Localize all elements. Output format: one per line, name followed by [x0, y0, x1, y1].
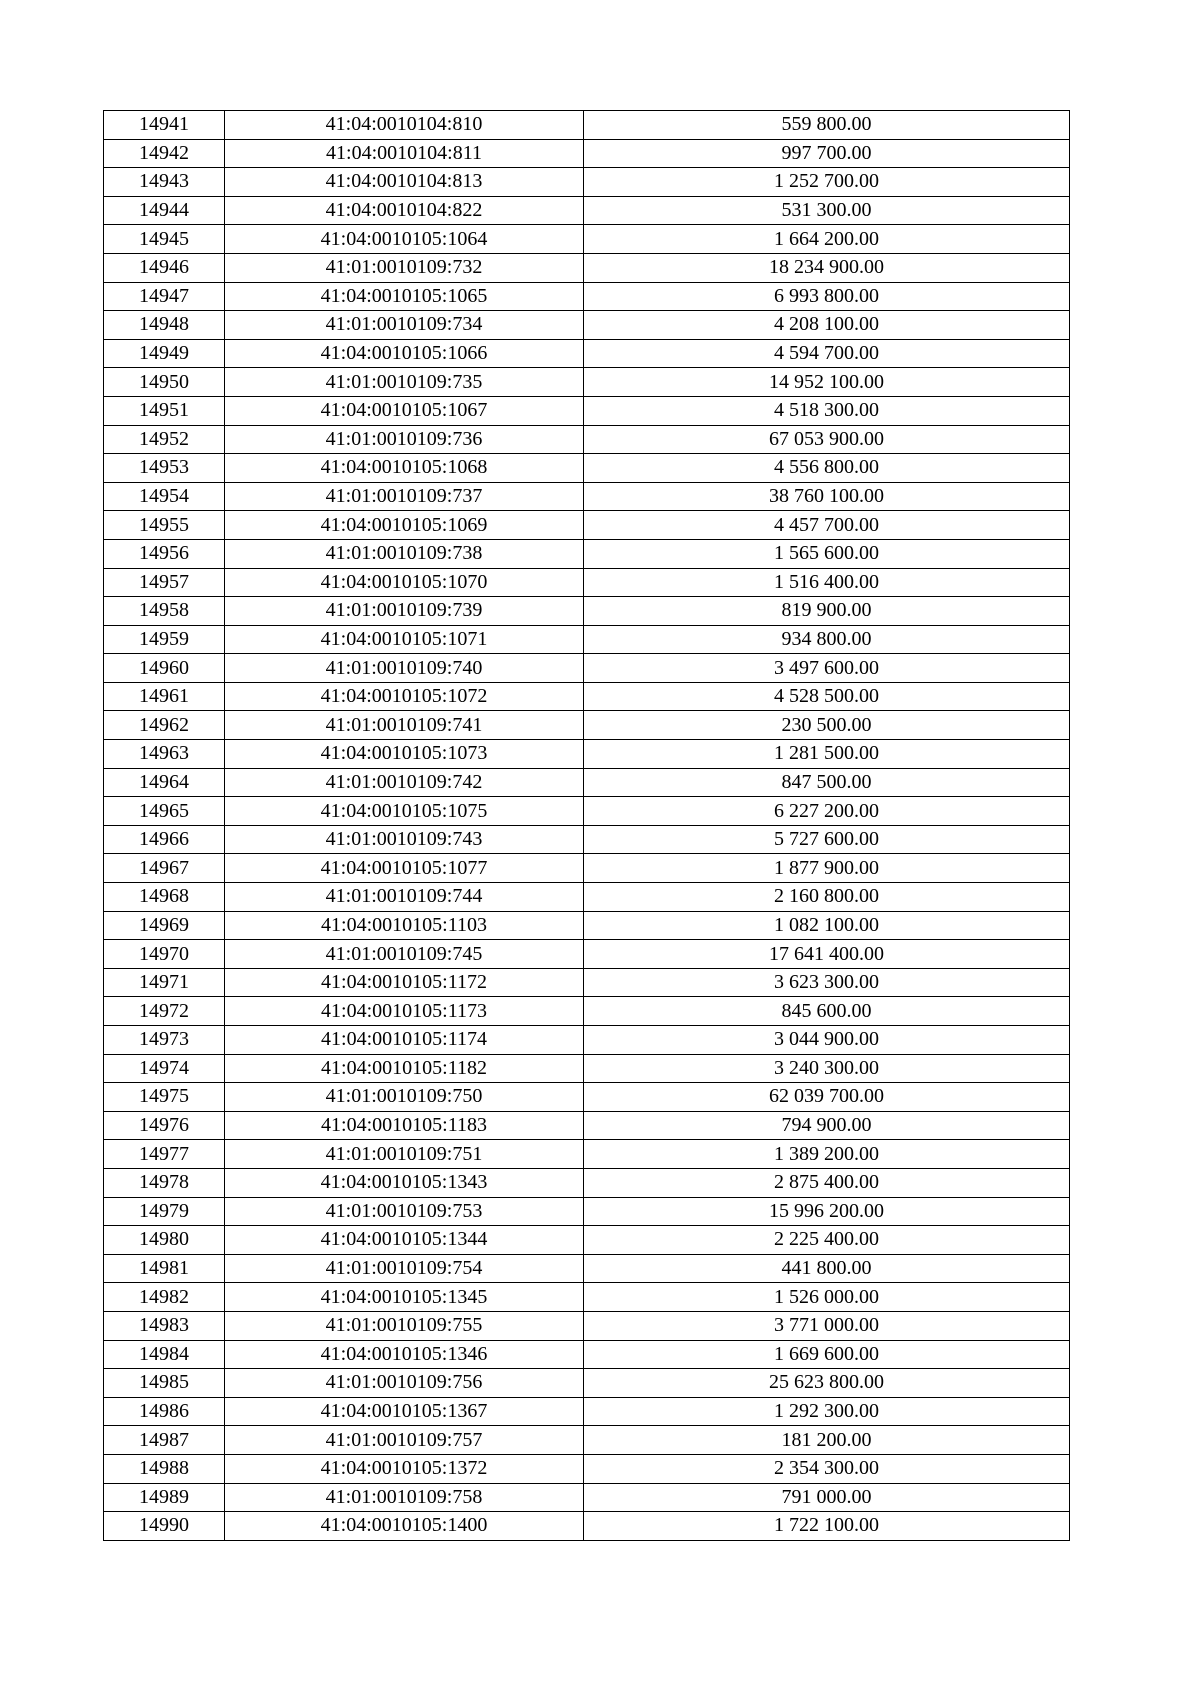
table-row — [104, 1168, 1070, 1197]
table-row — [104, 253, 1070, 282]
table-row — [104, 311, 1070, 340]
table-row — [104, 1083, 1070, 1112]
cadastral-number-cell: 41:01:0010109:758 — [225, 1483, 584, 1512]
cadastral-number-cell: 41:01:0010109:744 — [225, 883, 584, 912]
cadastral-number-cell: 41:01:0010109:743 — [225, 825, 584, 854]
cadastral-number-cell: 41:01:0010109:734 — [225, 311, 584, 340]
table-row — [104, 1111, 1070, 1140]
table-row — [104, 740, 1070, 769]
table-row — [104, 1197, 1070, 1226]
cadastral-number-cell: 41:04:0010105:1067 — [225, 396, 584, 425]
cadastral-number-cell: 41:01:0010109:742 — [225, 768, 584, 797]
cadastral-value-cell: 4 518 300.00 — [584, 396, 1070, 425]
cadastral-number-cell: 41:04:0010105:1172 — [225, 968, 584, 997]
table-row — [104, 854, 1070, 883]
row-number-cell: 14965 — [104, 797, 225, 826]
table-row — [104, 797, 1070, 826]
row-number-cell: 14960 — [104, 654, 225, 683]
table-row — [104, 196, 1070, 225]
cadastral-number-cell: 41:04:0010105:1372 — [225, 1454, 584, 1483]
cadastral-value-cell: 1 292 300.00 — [584, 1397, 1070, 1426]
cadastral-value-cell: 4 528 500.00 — [584, 682, 1070, 711]
cadastral-value-cell: 18 234 900.00 — [584, 253, 1070, 282]
table-row — [104, 1454, 1070, 1483]
cadastral-number-cell: 41:04:0010105:1344 — [225, 1226, 584, 1255]
table-row — [104, 368, 1070, 397]
cadastral-number-cell: 41:04:0010105:1174 — [225, 1026, 584, 1055]
cadastral-value-cell: 3 771 000.00 — [584, 1311, 1070, 1340]
cadastral-number-cell: 41:01:0010109:739 — [225, 597, 584, 626]
table-row — [104, 1426, 1070, 1455]
row-number-cell: 14948 — [104, 311, 225, 340]
cadastral-number-cell: 41:01:0010109:750 — [225, 1083, 584, 1112]
table-row — [104, 1311, 1070, 1340]
cadastral-value-cell: 997 700.00 — [584, 139, 1070, 168]
row-number-cell: 14975 — [104, 1083, 225, 1112]
cadastral-value-cell: 4 208 100.00 — [584, 311, 1070, 340]
cadastral-value-cell: 3 623 300.00 — [584, 968, 1070, 997]
table-row — [104, 625, 1070, 654]
cadastral-value-cell: 6 993 800.00 — [584, 282, 1070, 311]
table-row — [104, 1140, 1070, 1169]
table-row — [104, 1340, 1070, 1369]
row-number-cell: 14990 — [104, 1512, 225, 1541]
table-row — [104, 654, 1070, 683]
table-row — [104, 225, 1070, 254]
row-number-cell: 14953 — [104, 454, 225, 483]
row-number-cell: 14950 — [104, 368, 225, 397]
cadastral-number-cell: 41:04:0010104:822 — [225, 196, 584, 225]
cadastral-value-cell: 1 281 500.00 — [584, 740, 1070, 769]
cadastral-number-cell: 41:04:0010104:810 — [225, 111, 584, 140]
cadastral-value-cell: 14 952 100.00 — [584, 368, 1070, 397]
table-row — [104, 711, 1070, 740]
table-row — [104, 482, 1070, 511]
cadastral-value-cell: 62 039 700.00 — [584, 1083, 1070, 1112]
table-row — [104, 511, 1070, 540]
cadastral-value-cell: 531 300.00 — [584, 196, 1070, 225]
row-number-cell: 14971 — [104, 968, 225, 997]
cadastral-value-cell: 15 996 200.00 — [584, 1197, 1070, 1226]
cadastral-number-cell: 41:04:0010105:1103 — [225, 911, 584, 940]
cadastral-number-cell: 41:04:0010105:1182 — [225, 1054, 584, 1083]
row-number-cell: 14943 — [104, 168, 225, 197]
cadastral-value-cell: 1 722 100.00 — [584, 1512, 1070, 1541]
table-row — [104, 1254, 1070, 1283]
cadastral-number-cell: 41:01:0010109:754 — [225, 1254, 584, 1283]
table-row — [104, 396, 1070, 425]
table-row — [104, 454, 1070, 483]
cadastral-number-cell: 41:04:0010105:1183 — [225, 1111, 584, 1140]
row-number-cell: 14955 — [104, 511, 225, 540]
cadastral-value-cell: 3 044 900.00 — [584, 1026, 1070, 1055]
table-row — [104, 1026, 1070, 1055]
table-row — [104, 111, 1070, 140]
row-number-cell: 14946 — [104, 253, 225, 282]
cadastral-value-cell: 6 227 200.00 — [584, 797, 1070, 826]
table-body — [104, 111, 1070, 1541]
cadastral-number-cell: 41:04:0010105:1345 — [225, 1283, 584, 1312]
row-number-cell: 14969 — [104, 911, 225, 940]
cadastral-value-cell: 3 497 600.00 — [584, 654, 1070, 683]
cadastral-number-cell: 41:04:0010105:1343 — [225, 1168, 584, 1197]
cadastral-number-cell: 41:01:0010109:757 — [225, 1426, 584, 1455]
cadastral-value-cell: 1 669 600.00 — [584, 1340, 1070, 1369]
cadastral-value-cell: 1 565 600.00 — [584, 539, 1070, 568]
row-number-cell: 14952 — [104, 425, 225, 454]
row-number-cell: 14967 — [104, 854, 225, 883]
cadastral-number-cell: 41:01:0010109:741 — [225, 711, 584, 740]
row-number-cell: 14956 — [104, 539, 225, 568]
cadastral-value-cell: 2 354 300.00 — [584, 1454, 1070, 1483]
cadastral-number-cell: 41:04:0010105:1065 — [225, 282, 584, 311]
row-number-cell: 14988 — [104, 1454, 225, 1483]
row-number-cell: 14973 — [104, 1026, 225, 1055]
cadastral-number-cell: 41:04:0010104:813 — [225, 168, 584, 197]
row-number-cell: 14945 — [104, 225, 225, 254]
row-number-cell: 14978 — [104, 1168, 225, 1197]
row-number-cell: 14980 — [104, 1226, 225, 1255]
cadastral-number-cell: 41:04:0010104:811 — [225, 139, 584, 168]
cadastral-value-cell: 559 800.00 — [584, 111, 1070, 140]
cadastral-value-cell: 4 556 800.00 — [584, 454, 1070, 483]
cadastral-value-cell: 1 877 900.00 — [584, 854, 1070, 883]
cadastral-value-cell: 791 000.00 — [584, 1483, 1070, 1512]
table-row — [104, 539, 1070, 568]
cadastral-number-cell: 41:04:0010105:1068 — [225, 454, 584, 483]
cadastral-value-cell: 2 875 400.00 — [584, 1168, 1070, 1197]
cadastral-value-cell: 2 225 400.00 — [584, 1226, 1070, 1255]
cadastral-number-cell: 41:04:0010105:1400 — [225, 1512, 584, 1541]
table-row — [104, 968, 1070, 997]
cadastral-number-cell: 41:04:0010105:1064 — [225, 225, 584, 254]
table-row — [104, 1512, 1070, 1541]
row-number-cell: 14958 — [104, 597, 225, 626]
cadastral-value-cell: 819 900.00 — [584, 597, 1070, 626]
cadastral-value-table — [103, 110, 1070, 1541]
cadastral-value-cell: 1 664 200.00 — [584, 225, 1070, 254]
row-number-cell: 14970 — [104, 940, 225, 969]
cadastral-number-cell: 41:01:0010109:751 — [225, 1140, 584, 1169]
table-row — [104, 597, 1070, 626]
row-number-cell: 14982 — [104, 1283, 225, 1312]
table-row — [104, 682, 1070, 711]
cadastral-value-cell: 847 500.00 — [584, 768, 1070, 797]
row-number-cell: 14963 — [104, 740, 225, 769]
cadastral-number-cell: 41:01:0010109:740 — [225, 654, 584, 683]
cadastral-value-cell: 5 727 600.00 — [584, 825, 1070, 854]
table-row — [104, 425, 1070, 454]
row-number-cell: 14984 — [104, 1340, 225, 1369]
cadastral-value-cell: 441 800.00 — [584, 1254, 1070, 1283]
cadastral-value-cell: 2 160 800.00 — [584, 883, 1070, 912]
row-number-cell: 14941 — [104, 111, 225, 140]
row-number-cell: 14977 — [104, 1140, 225, 1169]
cadastral-number-cell: 41:04:0010105:1346 — [225, 1340, 584, 1369]
table-row — [104, 768, 1070, 797]
table-row — [104, 940, 1070, 969]
row-number-cell: 14944 — [104, 196, 225, 225]
cadastral-number-cell: 41:01:0010109:736 — [225, 425, 584, 454]
cadastral-number-cell: 41:04:0010105:1066 — [225, 339, 584, 368]
row-number-cell: 14979 — [104, 1197, 225, 1226]
cadastral-value-cell: 17 641 400.00 — [584, 940, 1070, 969]
table-row — [104, 1369, 1070, 1398]
cadastral-value-cell: 794 900.00 — [584, 1111, 1070, 1140]
cadastral-value-cell: 4 457 700.00 — [584, 511, 1070, 540]
cadastral-value-cell: 67 053 900.00 — [584, 425, 1070, 454]
cadastral-number-cell: 41:04:0010105:1073 — [225, 740, 584, 769]
table-row — [104, 339, 1070, 368]
row-number-cell: 14947 — [104, 282, 225, 311]
table-row — [104, 168, 1070, 197]
table-row — [104, 997, 1070, 1026]
cadastral-number-cell: 41:01:0010109:732 — [225, 253, 584, 282]
cadastral-value-cell: 230 500.00 — [584, 711, 1070, 740]
cadastral-number-cell: 41:01:0010109:755 — [225, 1311, 584, 1340]
row-number-cell: 14985 — [104, 1369, 225, 1398]
row-number-cell: 14962 — [104, 711, 225, 740]
row-number-cell: 14949 — [104, 339, 225, 368]
cadastral-value-cell: 845 600.00 — [584, 997, 1070, 1026]
cadastral-value-cell: 3 240 300.00 — [584, 1054, 1070, 1083]
row-number-cell: 14966 — [104, 825, 225, 854]
table-row — [104, 139, 1070, 168]
cadastral-number-cell: 41:04:0010105:1173 — [225, 997, 584, 1026]
cadastral-number-cell: 41:01:0010109:756 — [225, 1369, 584, 1398]
row-number-cell: 14968 — [104, 883, 225, 912]
cadastral-number-cell: 41:01:0010109:737 — [225, 482, 584, 511]
row-number-cell: 14942 — [104, 139, 225, 168]
row-number-cell: 14983 — [104, 1311, 225, 1340]
cadastral-value-cell: 934 800.00 — [584, 625, 1070, 654]
cadastral-number-cell: 41:04:0010105:1072 — [225, 682, 584, 711]
cadastral-value-cell: 1 516 400.00 — [584, 568, 1070, 597]
cadastral-value-cell: 181 200.00 — [584, 1426, 1070, 1455]
row-number-cell: 14976 — [104, 1111, 225, 1140]
row-number-cell: 14964 — [104, 768, 225, 797]
table-row — [104, 1054, 1070, 1083]
table-row — [104, 1283, 1070, 1312]
row-number-cell: 14957 — [104, 568, 225, 597]
cadastral-value-cell: 25 623 800.00 — [584, 1369, 1070, 1398]
row-number-cell: 14987 — [104, 1426, 225, 1455]
cadastral-number-cell: 41:01:0010109:738 — [225, 539, 584, 568]
row-number-cell: 14989 — [104, 1483, 225, 1512]
row-number-cell: 14986 — [104, 1397, 225, 1426]
cadastral-value-cell: 1 252 700.00 — [584, 168, 1070, 197]
cadastral-number-cell: 41:04:0010105:1071 — [225, 625, 584, 654]
table-row — [104, 1397, 1070, 1426]
cadastral-number-cell: 41:01:0010109:753 — [225, 1197, 584, 1226]
row-number-cell: 14961 — [104, 682, 225, 711]
cadastral-value-cell: 1 082 100.00 — [584, 911, 1070, 940]
cadastral-value-cell: 38 760 100.00 — [584, 482, 1070, 511]
row-number-cell: 14974 — [104, 1054, 225, 1083]
cadastral-number-cell: 41:04:0010105:1367 — [225, 1397, 584, 1426]
table-row — [104, 825, 1070, 854]
cadastral-number-cell: 41:04:0010105:1077 — [225, 854, 584, 883]
cadastral-number-cell: 41:04:0010105:1070 — [225, 568, 584, 597]
cadastral-value-cell: 1 526 000.00 — [584, 1283, 1070, 1312]
row-number-cell: 14954 — [104, 482, 225, 511]
cadastral-number-cell: 41:04:0010105:1075 — [225, 797, 584, 826]
table-row — [104, 883, 1070, 912]
row-number-cell: 14981 — [104, 1254, 225, 1283]
row-number-cell: 14951 — [104, 396, 225, 425]
row-number-cell: 14972 — [104, 997, 225, 1026]
table-row — [104, 1483, 1070, 1512]
cadastral-value-cell: 1 389 200.00 — [584, 1140, 1070, 1169]
cadastral-number-cell: 41:01:0010109:745 — [225, 940, 584, 969]
table-row — [104, 282, 1070, 311]
table-row — [104, 911, 1070, 940]
cadastral-number-cell: 41:04:0010105:1069 — [225, 511, 584, 540]
table-row — [104, 1226, 1070, 1255]
cadastral-value-cell: 4 594 700.00 — [584, 339, 1070, 368]
table-row — [104, 568, 1070, 597]
row-number-cell: 14959 — [104, 625, 225, 654]
cadastral-number-cell: 41:01:0010109:735 — [225, 368, 584, 397]
